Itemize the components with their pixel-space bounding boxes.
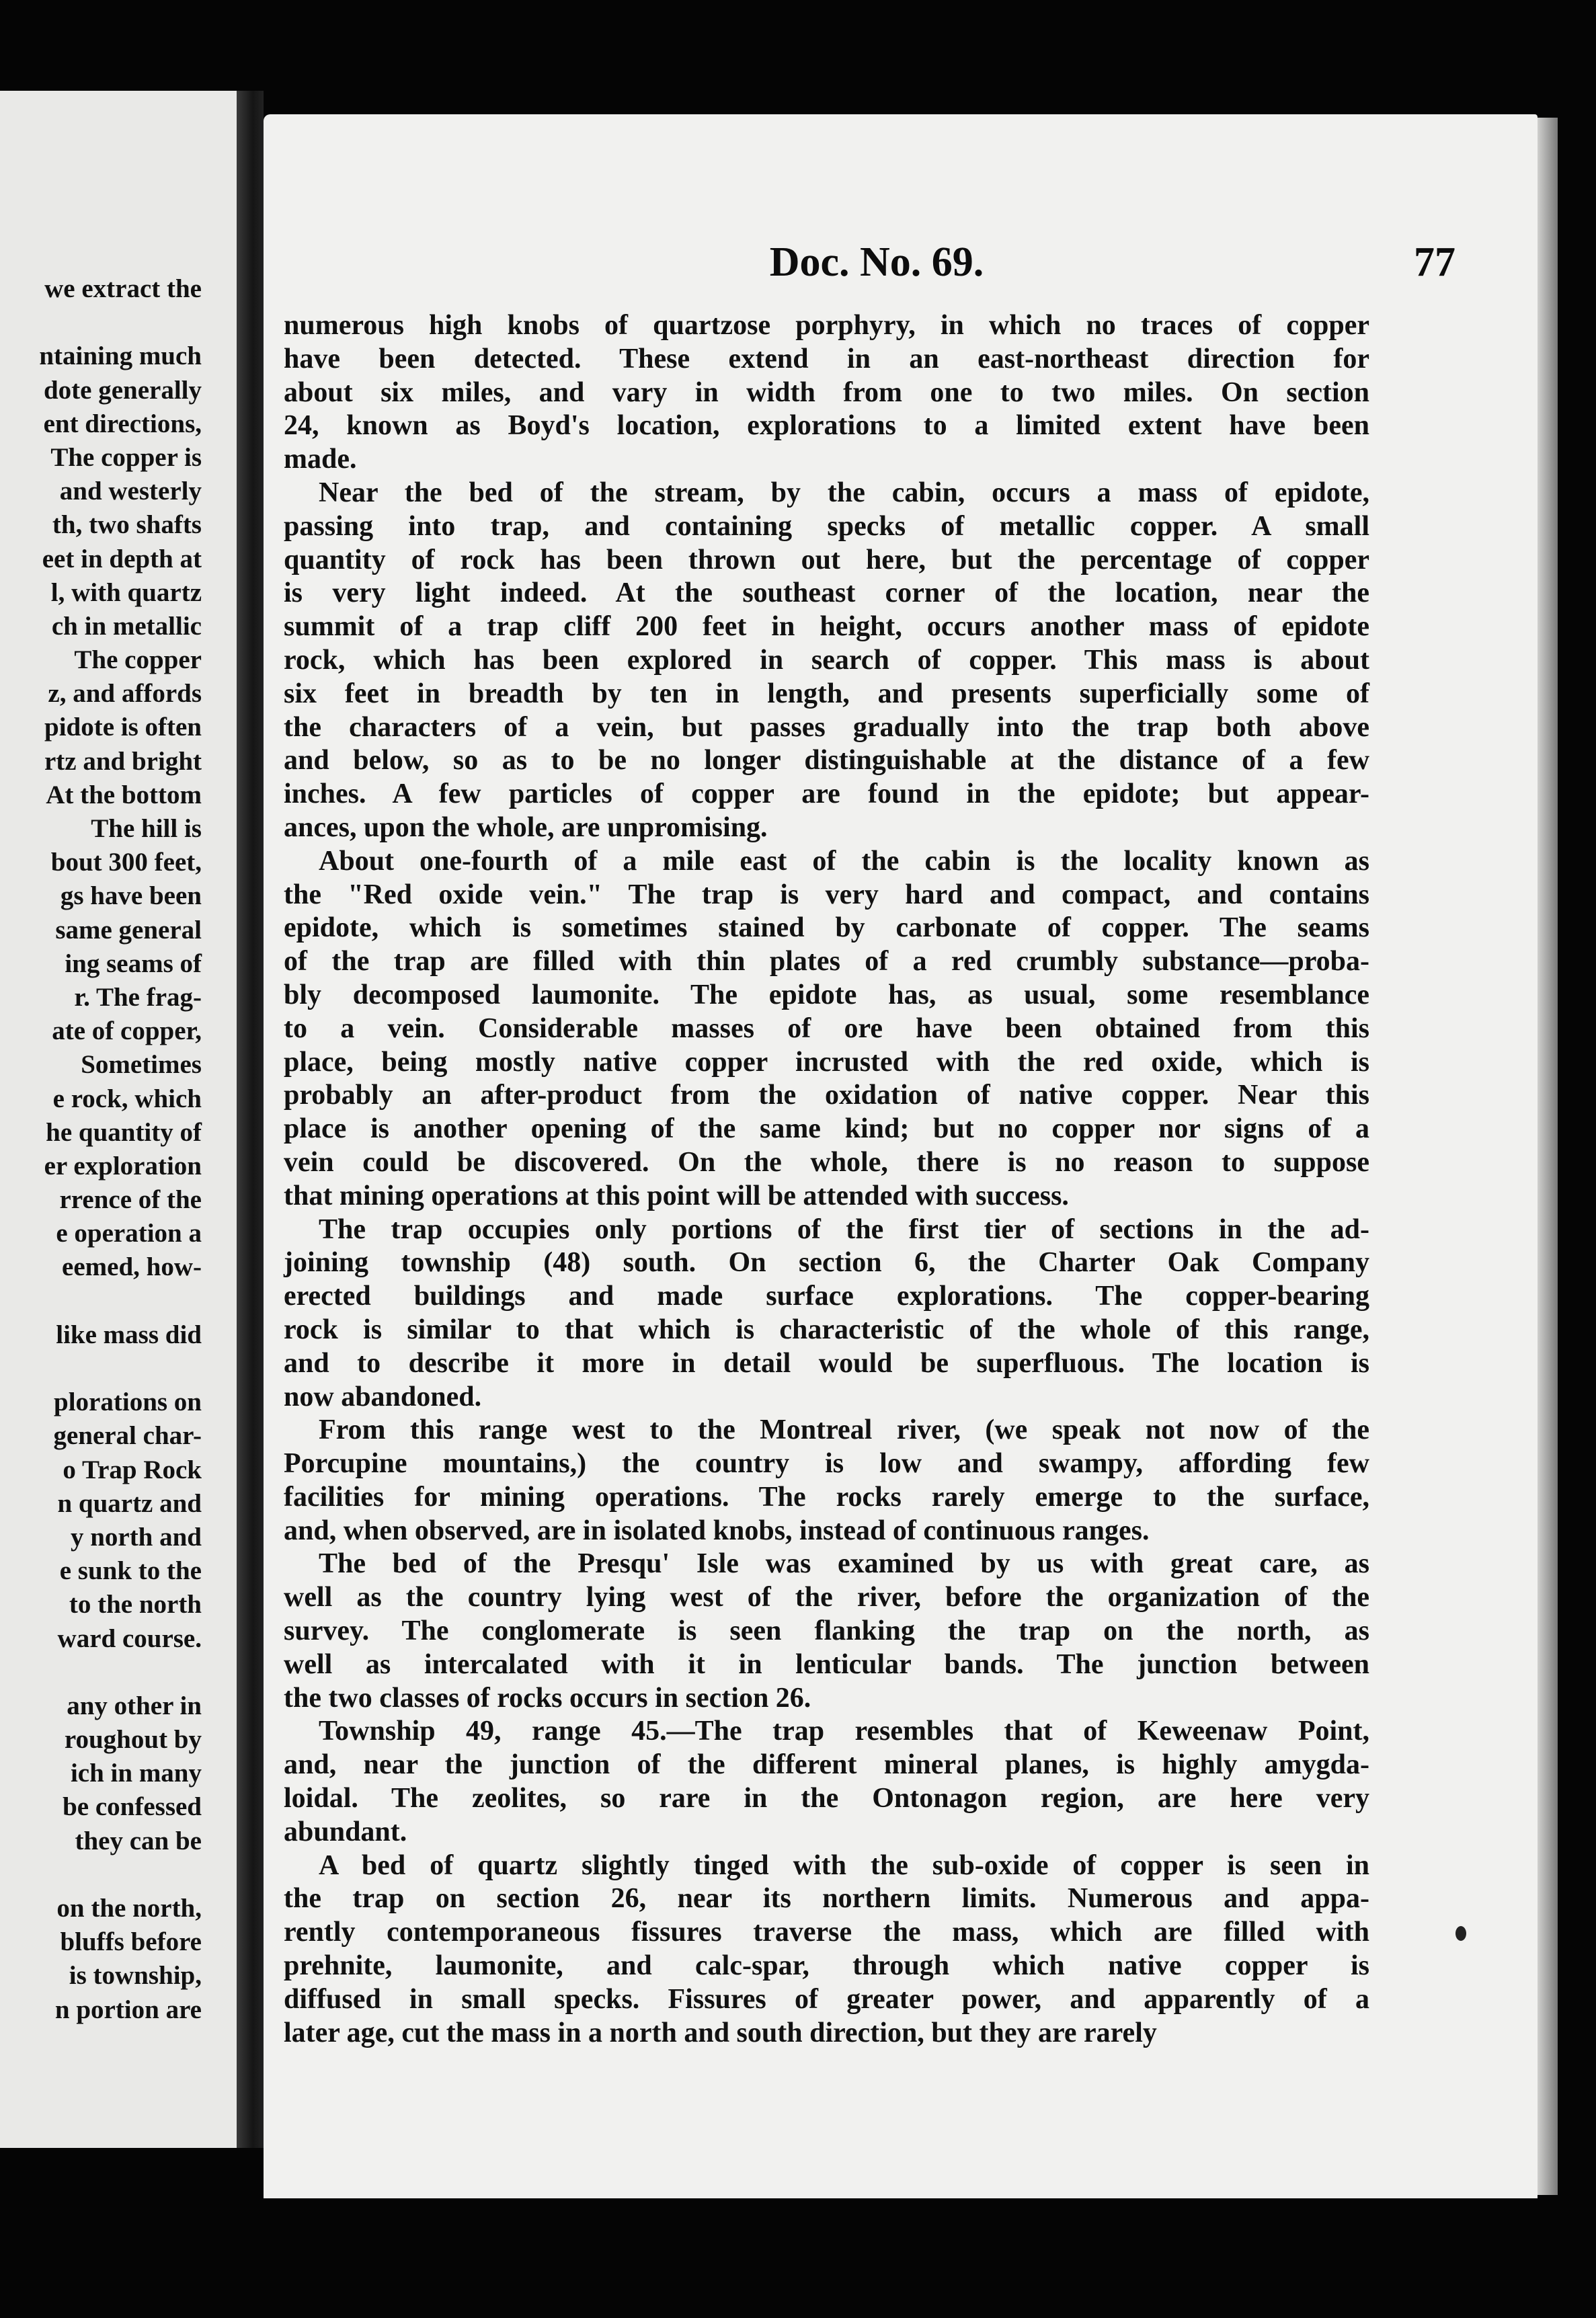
left-page-line: n portion are	[54, 1995, 202, 2024]
left-page-line: plorations on	[54, 1388, 202, 1417]
left-page-line: eet in depth at	[42, 544, 202, 573]
left-page-line: general char-	[53, 1421, 202, 1451]
text-line: of the trap are filled with thin plates of a red crumbly substance—proba-	[284, 946, 1369, 977]
text-line: and, when observed, are in isolated knobs, instead of continuous ranges.	[284, 1515, 1150, 1546]
left-page-line: be confessed	[63, 1792, 202, 1822]
text-line: 24, known as Boyd's location, explorations to a limited extent have been	[284, 410, 1369, 442]
text-line: about six miles, and vary in width from one to two miles. On section	[284, 376, 1369, 408]
left-page-line: th, two shafts	[52, 510, 202, 540]
text-line: inches. A few particles of copper are found in the epidote; but appear-	[284, 778, 1369, 810]
text-line: abundant.	[284, 1816, 407, 1847]
text-line: joining township (48) south. On section 6, the Charter Oak Company	[284, 1247, 1369, 1279]
left-page-line: same general	[55, 915, 202, 945]
left-page-line: r. The frag-	[74, 982, 202, 1012]
page-number: 77	[1414, 239, 1455, 285]
left-page-line: dote generally	[43, 375, 202, 405]
text-line: bly decomposed laumonite. The epidote has, as usual, some resemblance	[284, 979, 1369, 1010]
left-page-line: he quantity of	[46, 1117, 202, 1147]
text-line: The trap occupies only portions of the first tier of sections in the ad-	[319, 1213, 1369, 1245]
text-line: rock is similar to that which is characteristic of the whole of this range,	[284, 1314, 1369, 1345]
text-line: summit of a trap cliff 200 feet in height, occurs another mass of epidote	[284, 611, 1369, 643]
left-page-line: ich in many	[70, 1759, 202, 1788]
left-page-line: we extract the	[44, 274, 202, 303]
text-line: numerous high knobs of quartzose porphyry, in which no traces of copper	[284, 310, 1369, 341]
left-page-line: eemed, how-	[62, 1252, 202, 1282]
left-page-line: ch in metallic	[51, 611, 202, 641]
left-page-line: ent directions,	[43, 409, 202, 438]
left-page-line: like mass did	[56, 1320, 202, 1349]
left-page-line: ing seams of	[65, 949, 202, 978]
text-line: six feet in breadth by ten in length, and presents superficially some of	[284, 678, 1369, 709]
left-page-line: l, with quartz	[50, 577, 202, 607]
text-line: place is another opening of the same kind; but no copper nor signs of a	[284, 1113, 1369, 1145]
text-line: later age, cut the mass in a north and south direction, but they are rarely	[284, 2017, 1157, 2048]
text-line: From this range west to the Montreal river, (we speak not now of the	[319, 1414, 1369, 1446]
left-page-line	[0, 1352, 202, 1386]
left-page-line: bluffs before	[60, 1927, 202, 1957]
left-page-line: ntaining much	[39, 342, 202, 371]
left-page-line: o Trap Rock	[63, 1455, 202, 1484]
text-line: facilities for mining operations. The rocks rarely emerge to the surface,	[284, 1481, 1369, 1513]
left-page-line: n quartz and	[57, 1488, 202, 1518]
left-page-line	[0, 1858, 202, 1892]
left-page-line: The copper is	[50, 442, 202, 472]
left-page-line: and westerly	[59, 477, 202, 506]
left-page-line: e operation a	[56, 1219, 202, 1248]
text-line: A bed of quartz slightly tinged with the sub-oxide of copper is seen in	[319, 1849, 1369, 1881]
left-page-line: e sunk to the	[59, 1556, 202, 1586]
page-edge	[1538, 118, 1558, 2195]
left-page-line: on the north,	[56, 1894, 202, 1923]
left-page-line: At the bottom	[46, 780, 202, 809]
text-line: have been detected. These extend in an east-northeast direction for	[284, 343, 1369, 374]
ink-speck	[1455, 1926, 1466, 1941]
left-page-line: Sometimes	[81, 1050, 202, 1080]
text-line: and to describe it more in detail would be superfluous. The location is	[284, 1347, 1369, 1379]
text-line: well as the country lying west of the river, before the organization of the	[284, 1582, 1369, 1613]
left-page-line: bout 300 feet,	[50, 848, 202, 877]
text-line: quantity of rock has been thrown out here, but the percentage of copper	[284, 544, 1369, 575]
text-line: Porcupine mountains,) the country is low and swampy, affording few	[284, 1448, 1369, 1480]
book-gutter	[237, 91, 264, 2148]
text-line: the two classes of rocks occurs in section 26.	[284, 1682, 811, 1714]
text-line: vein could be discovered. On the whole, there is no reason to suppose	[284, 1146, 1369, 1178]
left-page-line: z, and affords	[48, 679, 202, 709]
left-page-line: is township,	[69, 1961, 202, 1991]
left-page-line: e rock, which	[52, 1084, 202, 1113]
text-line: The bed of the Presqu' Isle was examined by us with great care, as	[319, 1548, 1369, 1580]
left-page-line: ward course.	[57, 1624, 202, 1653]
text-line: epidote, which is sometimes stained by carbonate of copper. The seams	[284, 912, 1369, 944]
text-line: and below, so as to be no longer distinguishable at the distance of a few	[284, 745, 1369, 776]
left-page-line: y north and	[70, 1522, 202, 1552]
text-line: the "Red oxide vein." The trap is very hard and compact, and contains	[284, 879, 1369, 910]
text-line: rently contemporaneous fissures traverse the mass, which are filled with	[284, 1917, 1369, 1948]
text-line: that mining operations at this point will be attended with success.	[284, 1180, 1069, 1211]
left-facing-page	[0, 91, 237, 2148]
left-page-line: any other in	[67, 1691, 202, 1720]
text-line: Township 49, range 45.—The trap resembles that of Keweenaw Point,	[319, 1716, 1369, 1747]
text-line: survey. The conglomerate is seen flanking the trap on the north, as	[284, 1615, 1369, 1647]
text-line: the characters of a vein, but passes gradually into the trap both above	[284, 711, 1369, 743]
text-line: place, being mostly native copper incrusted with the red oxide, which is	[284, 1046, 1369, 1078]
text-line: well as intercalated with it in lenticular bands. The junction between	[284, 1648, 1369, 1680]
left-page-line: pidote is often	[44, 713, 202, 742]
text-line: to a vein. Considerable masses of ore have been obtained from this	[284, 1012, 1369, 1044]
left-page-line: to the north	[69, 1590, 202, 1620]
left-page-line: they can be	[75, 1826, 202, 1855]
left-page-line: The hill is	[91, 814, 202, 843]
left-page-line: The copper	[74, 645, 202, 675]
text-line: erected buildings and made surface explorations. The copper-bearing	[284, 1281, 1369, 1312]
document-title: Doc. No. 69.	[769, 239, 984, 285]
text-line: passing into trap, and containing specks of metallic copper. A small	[284, 510, 1369, 542]
text-line: prehnite, laumonite, and calc-spar, through which native copper is	[284, 1950, 1369, 1982]
right-page	[264, 114, 1538, 2198]
text-line: ances, upon the whole, are unpromising.	[284, 811, 768, 843]
left-page-line	[0, 1656, 202, 1689]
text-line: diffused in small specks. Fissures of greater power, and apparently of a	[284, 1983, 1369, 2015]
left-page-text-column	[0, 272, 202, 2027]
text-line: rock, which has been explored in search of copper. This mass is about	[284, 644, 1369, 676]
text-line: probably an after-product from the oxidation of native copper. Near this	[284, 1080, 1369, 1111]
running-header	[264, 239, 1538, 286]
left-page-line	[0, 1285, 202, 1318]
text-line: and, near the junction of the different mineral planes, is highly amygda-	[284, 1749, 1369, 1781]
text-line: now abandoned.	[284, 1381, 482, 1412]
left-page-line: er exploration	[44, 1151, 202, 1181]
text-line: is very light indeed. At the southeast corner of the location, near the	[284, 577, 1369, 609]
left-page-line: ate of copper,	[52, 1016, 202, 1046]
page-body-text	[284, 309, 1369, 2050]
left-page-line: rtz and bright	[44, 746, 202, 776]
left-page-line: gs have been	[60, 881, 202, 911]
text-line: made.	[284, 444, 357, 475]
left-page-line: roughout by	[64, 1725, 202, 1755]
text-line: the trap on section 26, near its northern limits. Numerous and appa-	[284, 1883, 1369, 1915]
text-line: About one-fourth of a mile east of the cabin is the locality known as	[319, 845, 1369, 877]
left-page-line: rrence of the	[59, 1185, 202, 1215]
left-page-line	[0, 306, 202, 339]
text-line: loidal. The zeolites, so rare in the Ontonagon region, are here very	[284, 1783, 1369, 1814]
text-line: Near the bed of the stream, by the cabin, occurs a mass of epidote,	[319, 477, 1369, 508]
